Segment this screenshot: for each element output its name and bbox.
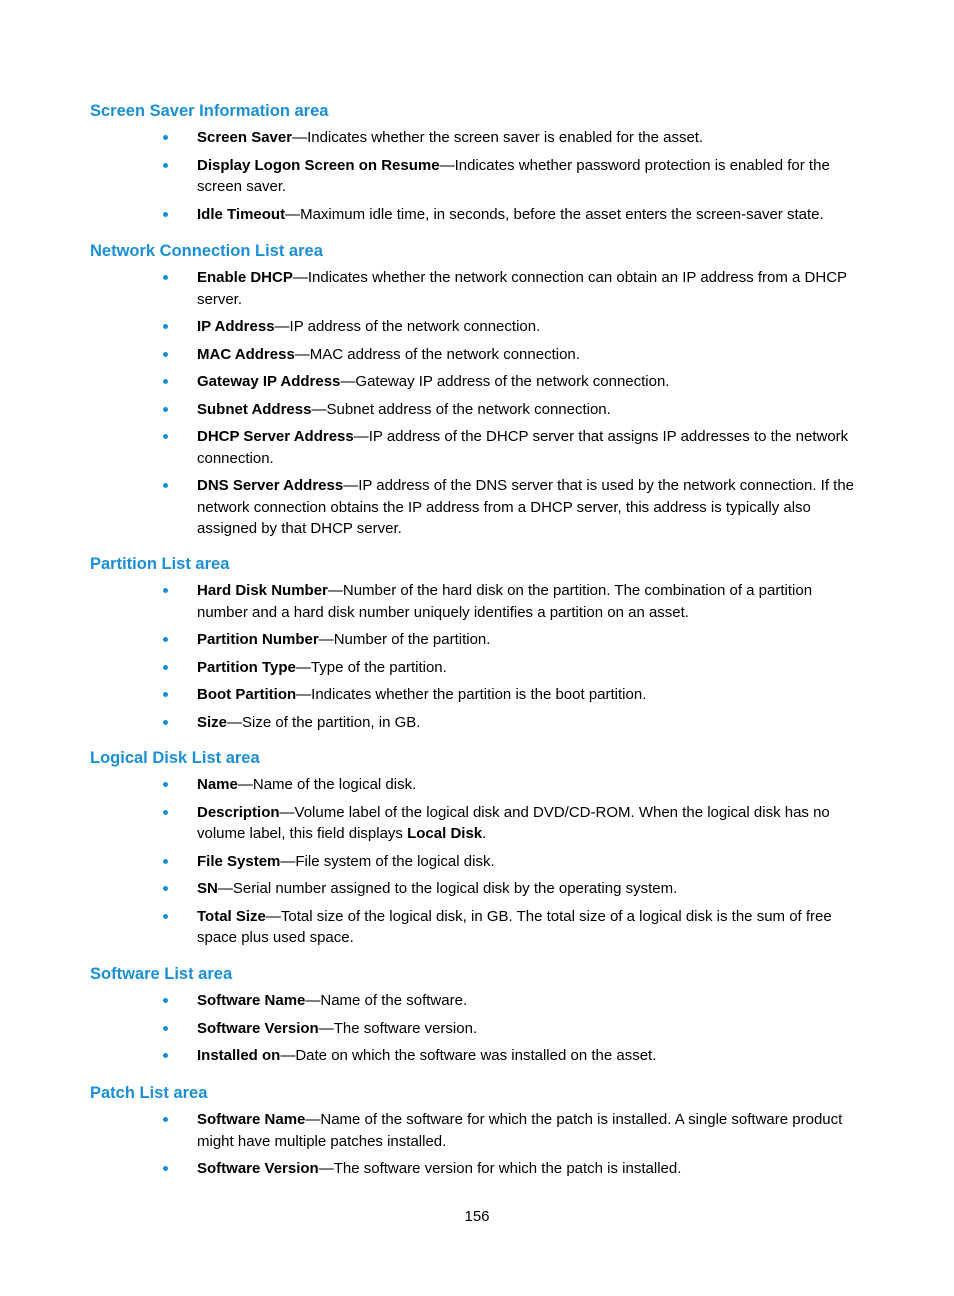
bullet-list [90, 267, 870, 540]
item-term: DHCP Server Address [197, 428, 354, 445]
page-number: 156 [464, 1208, 490, 1225]
bullet-icon [163, 692, 168, 697]
bullet-icon [163, 886, 168, 891]
item-desc: —Total size of the logical disk, in GB. The total size of a logical disk is the sum of free space plus used space. [197, 907, 832, 946]
section-logical-disk [90, 748, 870, 949]
item-desc: —File system of the logical disk. [280, 852, 495, 870]
section-heading: Partition List area [90, 555, 230, 573]
list-item [90, 399, 867, 421]
bullet-icon [163, 379, 168, 384]
list-item [90, 426, 867, 469]
item-term: Total Size [197, 907, 266, 925]
bullet-icon [163, 1026, 168, 1031]
item-term: Screen Saver [197, 129, 293, 146]
item-desc: —Serial number assigned to the logical disk by the operating system. [217, 880, 678, 897]
section-patch-list [90, 1083, 870, 1180]
list-item [90, 127, 867, 149]
item-desc: —Volume label of the logical disk and DVD/CD-ROM. When the logical disk has no volume label, this field displays [197, 803, 830, 842]
list-item [90, 1045, 867, 1067]
bullet-list [90, 127, 870, 225]
bullet-icon [163, 810, 168, 815]
list-item [90, 580, 867, 623]
bullet-list [90, 774, 870, 949]
list-item [90, 774, 867, 796]
bullet-icon [163, 782, 168, 787]
list-item [90, 802, 867, 845]
item-term: Gateway IP Address [197, 373, 341, 390]
bullet-icon [163, 352, 168, 357]
item-bold-value: Local Disk [407, 825, 483, 842]
bullet-icon [163, 434, 168, 439]
item-desc: —The software version. [318, 1019, 478, 1037]
bullet-icon [163, 637, 168, 642]
bullet-icon [163, 914, 168, 919]
item-term: Software Name [197, 1111, 306, 1128]
item-desc: —IP address of the DNS server that is used by the network connection. If the network connection obtains the IP address from a DHCP server, this address is typically also assigned by that DHCP server. [197, 477, 855, 537]
item-desc: —The software version for which the patch is installed. [318, 1160, 682, 1177]
item-desc: —Indicates whether the screen saver is enabled for the asset. [292, 129, 704, 146]
bullet-icon [163, 588, 168, 593]
item-term: Description [197, 803, 280, 821]
list-item [90, 371, 867, 393]
item-desc: —IP address of the network connection. [274, 318, 541, 335]
item-desc: —Maximum idle time, in seconds, before the asset enters the screen-saver state. [285, 205, 824, 223]
list-item [90, 906, 867, 949]
item-desc: —MAC address of the network connection. [294, 345, 580, 363]
item-term: File System [197, 852, 281, 870]
bullet-list [90, 1109, 870, 1180]
item-desc: —Name of the logical disk. [237, 776, 417, 793]
list-item [90, 684, 867, 706]
item-desc: —Number of the hard disk on the partition. The combination of a partition number and a hard disk number uniquely identifies a partition on an asset. [197, 582, 813, 621]
bullet-icon [163, 998, 168, 1003]
list-item [90, 712, 867, 734]
section-heading: Network Connection List area [90, 242, 323, 260]
item-term: Partition Type [197, 658, 296, 676]
item-term: Software Name [197, 992, 306, 1009]
item-desc: —Type of the partition. [295, 658, 447, 676]
item-desc: —IP address of the DHCP server that assigns IP addresses to the network connection. [197, 428, 849, 467]
item-term: Software Version [197, 1019, 319, 1037]
item-term: Installed on [197, 1047, 281, 1064]
item-term: Display Logon Screen on Resume [197, 156, 440, 174]
list-item [90, 204, 867, 226]
list-item [90, 629, 867, 651]
bullet-icon [163, 1117, 168, 1122]
item-term: DNS Server Address [197, 477, 344, 494]
item-desc: —Name of the software for which the patch is installed. A single software product might have multiple patches installed. [197, 1111, 843, 1150]
item-term: Hard Disk Number [197, 582, 328, 599]
item-desc: —Indicates whether password protection is enabled for the screen saver. [197, 156, 830, 195]
list-item [90, 155, 867, 198]
list-item [90, 1018, 867, 1040]
item-term: Idle Timeout [197, 205, 286, 223]
bullet-list [90, 580, 870, 733]
list-item [90, 878, 867, 900]
item-desc: —Gateway IP address of the network connection. [340, 373, 670, 390]
bullet-list [90, 990, 870, 1067]
bullet-icon [163, 212, 168, 217]
bullet-icon [163, 720, 168, 725]
list-item [90, 657, 867, 679]
item-desc: —Name of the software. [305, 992, 468, 1009]
bullet-icon [163, 1053, 168, 1058]
list-item [90, 851, 867, 873]
item-term: SN [197, 880, 218, 897]
item-term: Boot Partition [197, 686, 297, 703]
section-heading: Software List area [90, 965, 233, 983]
bullet-icon [163, 324, 168, 329]
item-desc: —Size of the partition, in GB. [227, 713, 421, 731]
item-term: Subnet Address [197, 400, 312, 418]
section-software-list [90, 964, 870, 1067]
item-term: IP Address [197, 318, 275, 335]
item-desc: —Indicates whether the network connection can obtain an IP address from a DHCP server. [197, 269, 847, 308]
item-desc: —Indicates whether the partition is the boot partition. [296, 686, 647, 703]
bullet-icon [163, 665, 168, 670]
list-item [90, 990, 867, 1012]
section-screen-saver [90, 101, 870, 225]
bullet-icon [163, 135, 168, 140]
section-network-connection [90, 241, 870, 540]
bullet-icon [163, 483, 168, 488]
item-term: Size [197, 713, 228, 731]
bullet-icon [163, 163, 168, 168]
item-term: Enable DHCP [197, 269, 293, 286]
item-desc: —Date on which the software was installed on the asset. [280, 1047, 657, 1064]
list-item [90, 475, 867, 540]
list-item [90, 316, 867, 338]
item-desc: —Number of the partition. [318, 631, 491, 648]
item-term: MAC Address [197, 345, 295, 363]
item-term: Name [197, 776, 238, 793]
section-partition-list [90, 554, 870, 733]
list-item [90, 1158, 867, 1180]
list-item [90, 267, 867, 310]
item-tail: . [482, 825, 487, 842]
item-term: Partition Number [197, 631, 319, 648]
section-heading: Logical Disk List area [90, 749, 260, 767]
section-heading: Patch List area [90, 1084, 208, 1102]
list-item [90, 1109, 867, 1152]
bullet-icon [163, 859, 168, 864]
bullet-icon [163, 275, 168, 280]
list-item [90, 344, 867, 366]
section-heading: Screen Saver Information area [90, 102, 329, 120]
item-desc: —Subnet address of the network connection. [311, 400, 611, 418]
bullet-icon [163, 407, 168, 412]
bullet-icon [163, 1166, 168, 1171]
item-term: Software Version [197, 1160, 319, 1177]
